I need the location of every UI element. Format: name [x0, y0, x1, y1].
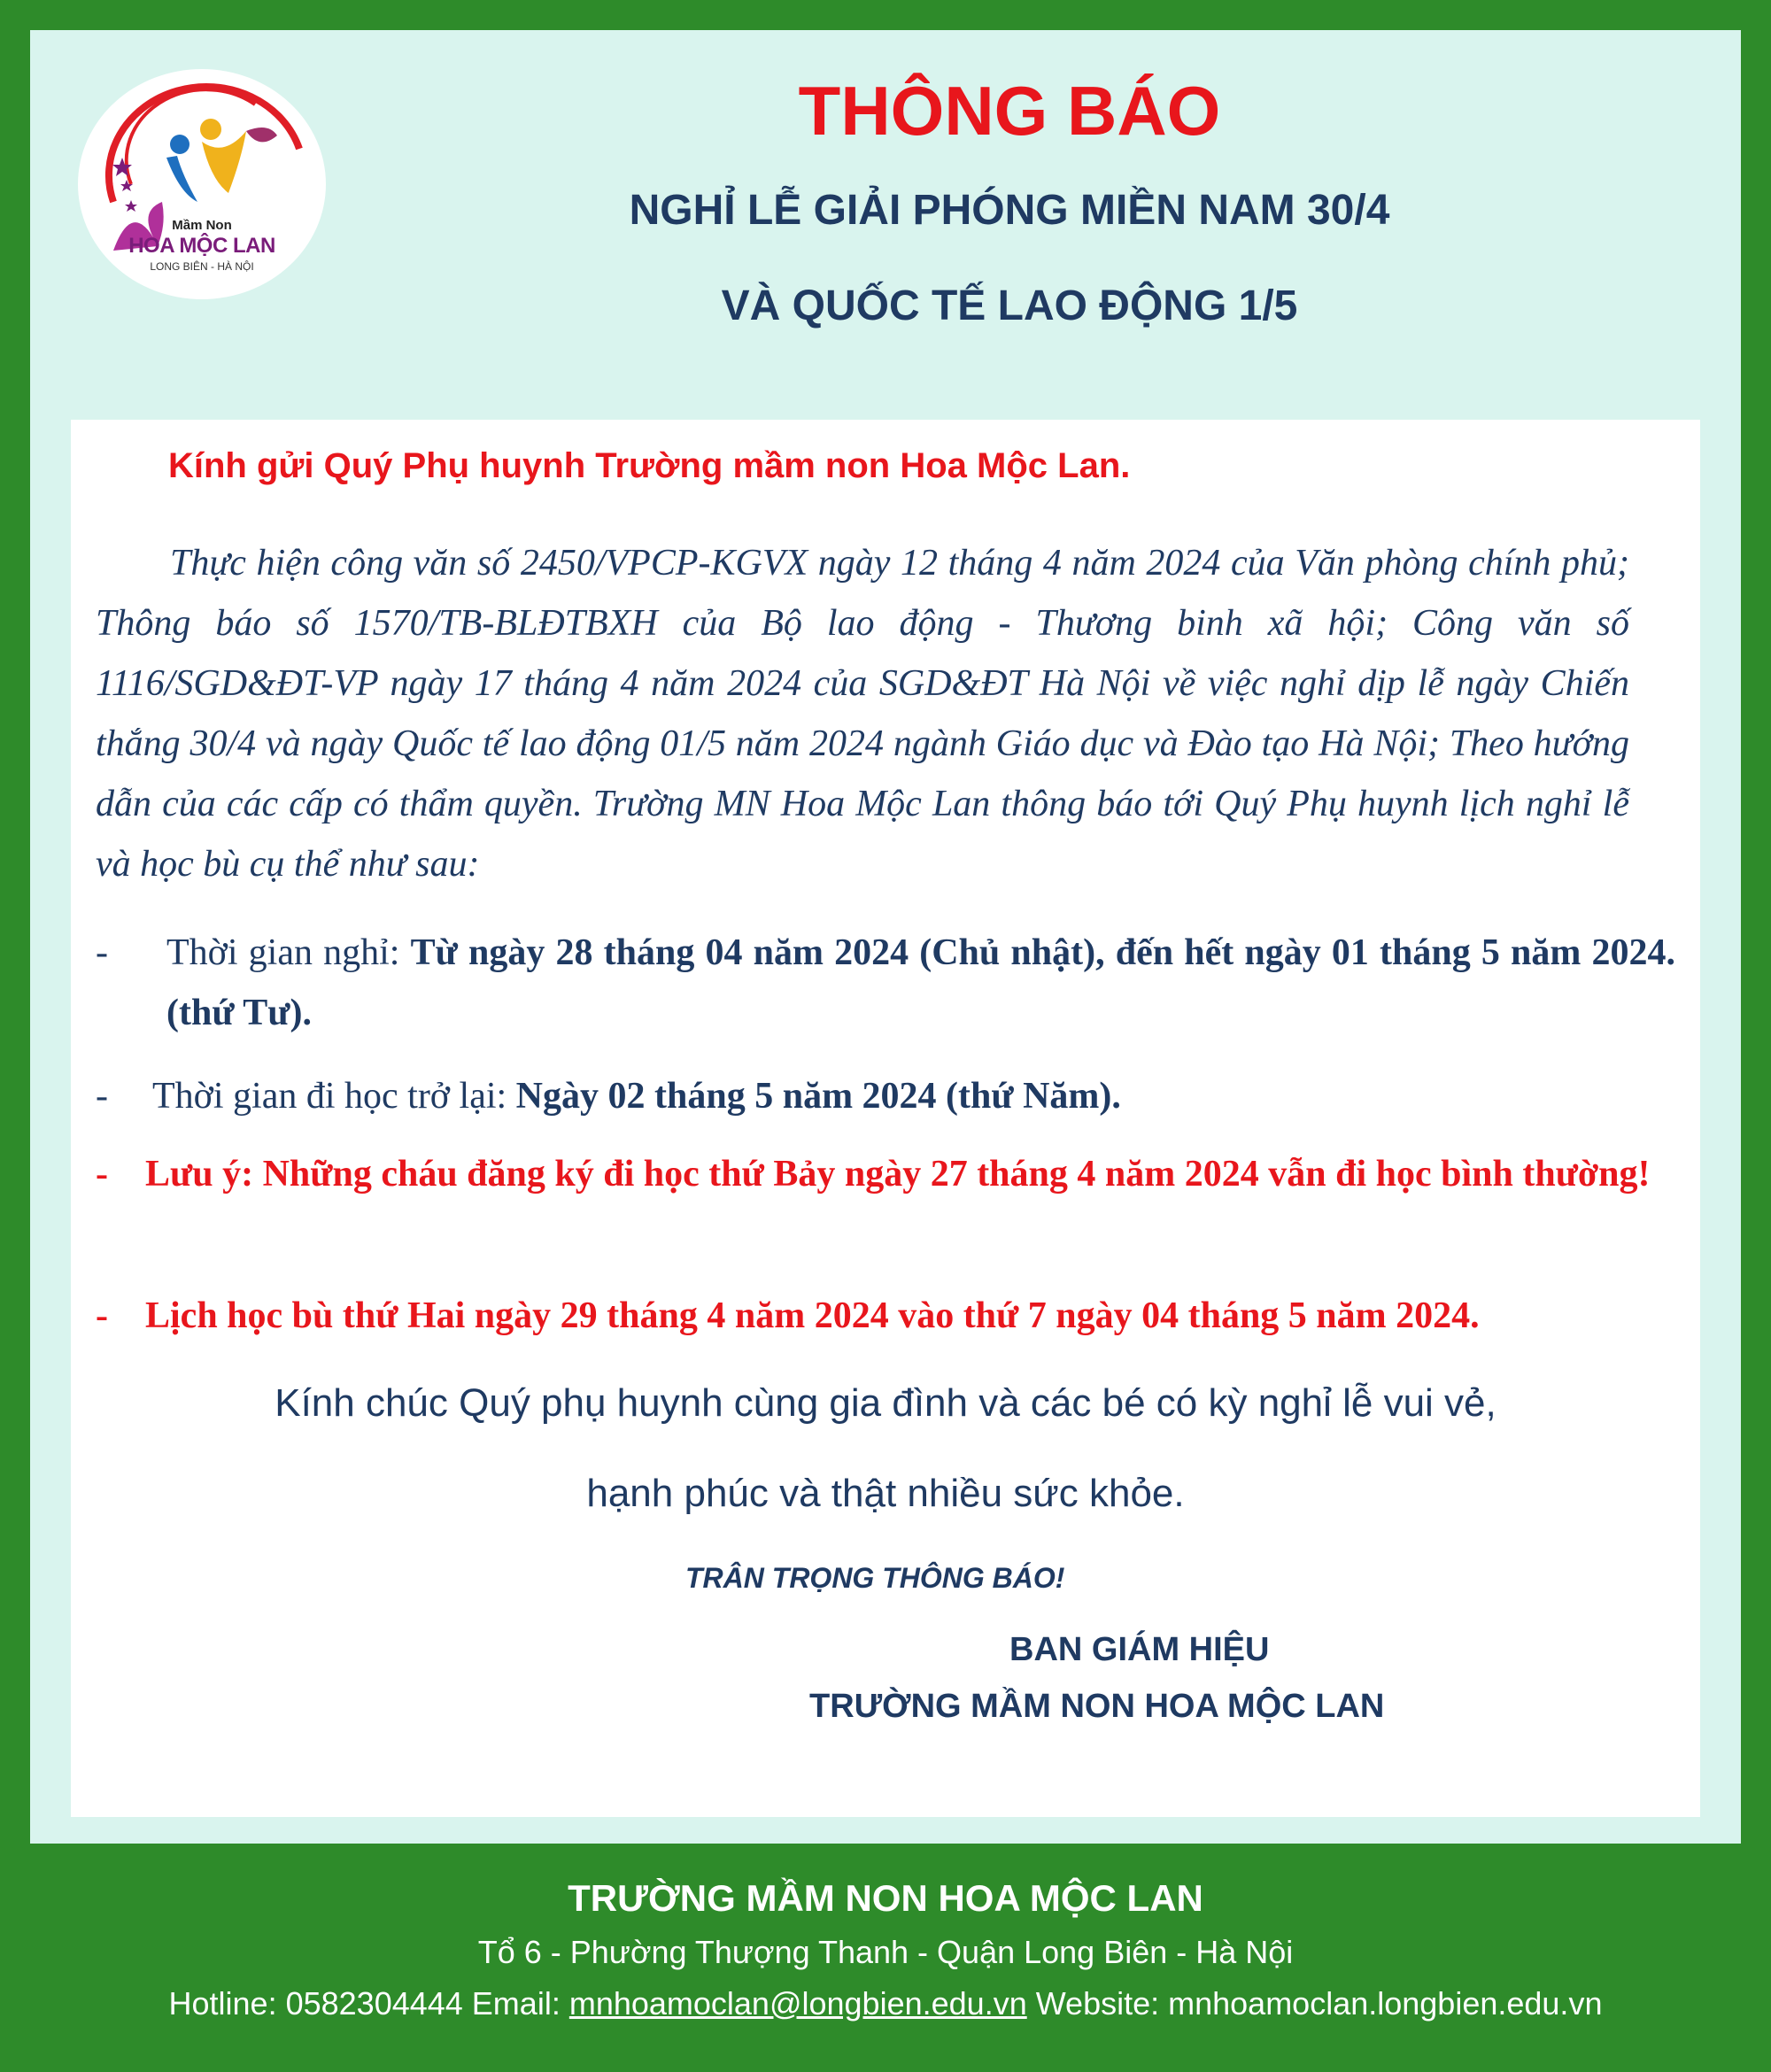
wish-line1: Kính chúc Quý phụ huynh cùng gia đình và các bé có kỳ nghỉ lễ vui vẻ,: [275, 1381, 1496, 1425]
item1-label: Thời gian nghỉ:: [166, 932, 411, 973]
bullet-dash: -: [96, 1076, 108, 1117]
signature-line1: BAN GIÁM HIỆU: [1009, 1631, 1270, 1668]
logo-line1: Mầm Non: [172, 218, 232, 233]
logo-line2: HOA MỘC LAN: [128, 234, 275, 258]
list-item-holiday-period: [96, 923, 1675, 1043]
item2-label: Thời gian đi học trở lại:: [152, 1076, 516, 1117]
notice-content-card: [71, 420, 1700, 1817]
list-item-note: [96, 1144, 1675, 1204]
wish-line2: hạnh phúc và thật nhiều sức khỏe.: [586, 1472, 1185, 1515]
item1-value: Từ ngày 28 tháng 04 năm 2024 (Chủ nhật), đến hết ngày 01 tháng 5 năm 2024. (thứ Tư).: [166, 932, 1675, 1033]
list-item-return-date: [96, 1066, 1675, 1126]
footer-website: Website: mnhoamoclan.longbien.edu.vn: [1026, 1985, 1603, 2022]
bullet-dash: -: [96, 1295, 108, 1336]
list-item-makeup-schedule: [96, 1286, 1675, 1346]
bullet-dash: -: [96, 932, 108, 973]
logo-line3: LONG BIÊN - HÀ NỘI: [150, 260, 254, 273]
notice-subtitle-line1: NGHỈ LỄ GIẢI PHÓNG MIỀN NAM 30/4: [629, 187, 1390, 234]
footer-hotline: Hotline: 0582304444 Email:: [168, 1985, 569, 2022]
signature-line2: TRƯỜNG MẦM NON HOA MỘC LAN: [809, 1688, 1385, 1725]
bullet-dash: -: [96, 1154, 108, 1194]
footer: [0, 1870, 1771, 2029]
footer-address: Tổ 6 - Phường Thượng Thanh - Quận Long Biên - Hà Nội: [477, 1934, 1294, 1970]
footer-email-link[interactable]: mnhoamoclan@longbien.edu.vn: [568, 1985, 1027, 2022]
footer-school-name: TRƯỜNG MẦM NON HOA MỘC LAN: [568, 1877, 1203, 1919]
school-logo: [78, 69, 326, 299]
item4-text: Lịch học bù thứ Hai ngày 29 tháng 4 năm 2024 vào thứ 7 ngày 04 tháng 5 năm 2024.: [145, 1295, 1480, 1336]
item2-value: Ngày 02 tháng 5 năm 2024 (thứ Năm).: [515, 1076, 1121, 1117]
notice-subtitle-line2: VÀ QUỐC TẾ LAO ĐỘNG 1/5: [721, 282, 1298, 329]
notice-title: THÔNG BÁO: [798, 72, 1221, 150]
footer-contact: [0, 1978, 1771, 2029]
item3-text: Lưu ý: Những cháu đăng ký đi học thứ Bảy ngày 27 tháng 4 năm 2024 vẫn đi học bình thường!: [145, 1154, 1651, 1194]
intro-paragraph: Thực hiện công văn số 2450/VPCP-KGVX ngày 12 tháng 4 năm 2024 của Văn phòng chính phủ; Thông báo số 1570/TB-BLĐTBXH của Bộ lao động - Thương binh xã hội; Công văn số 1116/SGD&ĐT-VP ngày 17 tháng 4 năm 2024 của SGD&ĐT Hà Nội về việc nghỉ dịp lễ ngày Chiến thắng 30/4 và ngày Quốc tế lao động 01/5 năm 2024 ngành Giáo dục và Đào tạo Hà Nội; Theo hướng dẫn của các cấp có thẩm quyền. Trường MN Hoa Mộc Lan thông báo tới Quý Phụ huynh lịch nghỉ lễ và học bù cụ thể như sau:: [96, 543, 1629, 885]
greeting: Kính gửi Quý Phụ huynh Trường mầm non Hoa Mộc Lan.: [168, 446, 1131, 485]
closing-text: TRÂN TRỌNG THÔNG BÁO!: [685, 1562, 1065, 1594]
